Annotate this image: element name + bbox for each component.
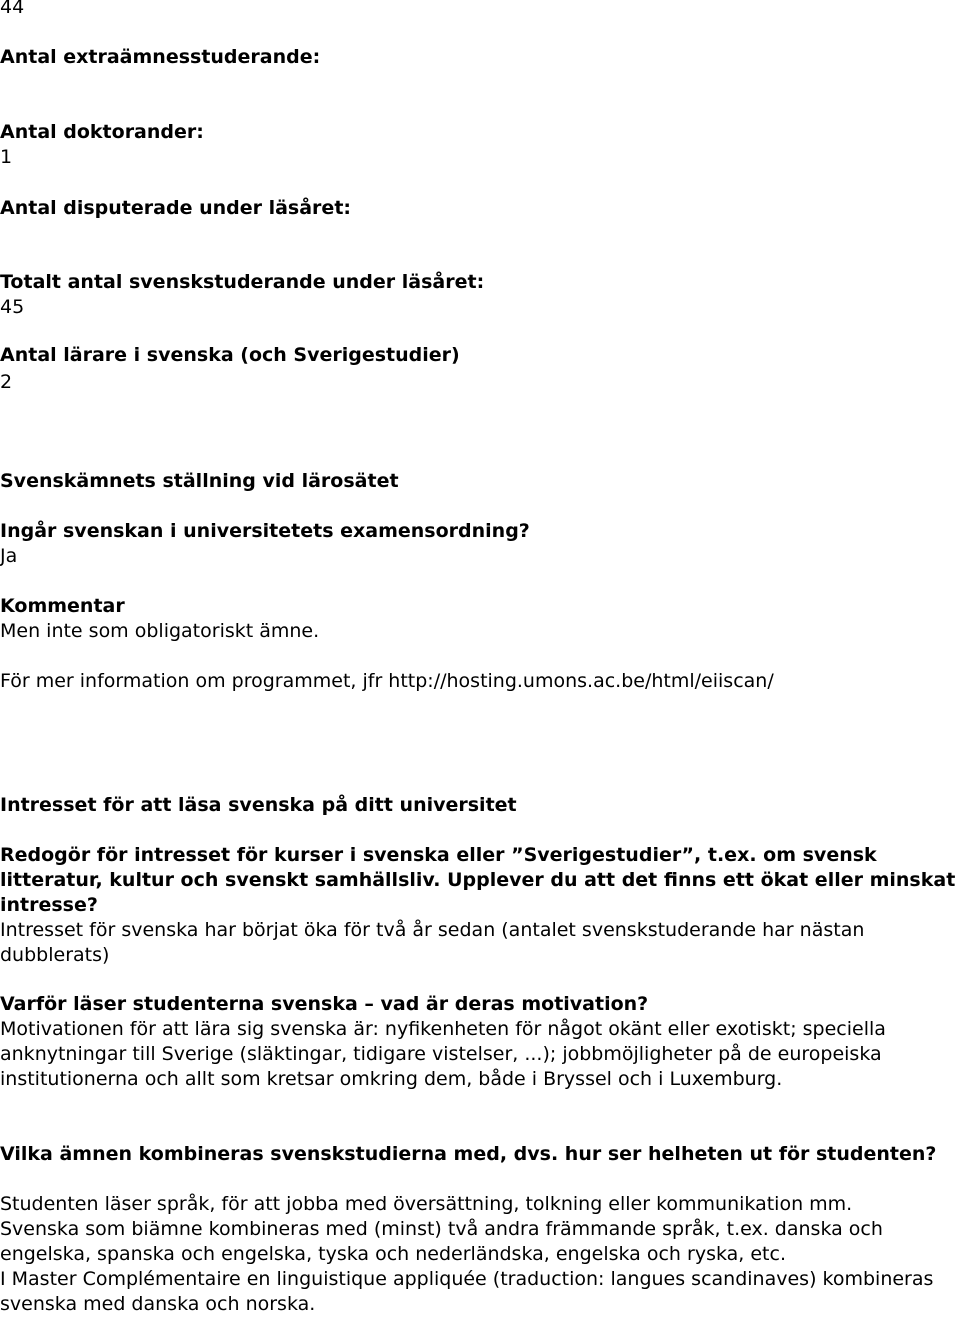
section-title-position: Svenskämnets ställning vid lärosätet bbox=[0, 470, 399, 492]
question-interest: Redogör för intresset för kurser i svenska eller ”Sverigestudier”, t.ex. om svensk litteratur, kultur och svenskt samhällsliv. Upplever du att det finns ett ökat eller minskat intresse? bbox=[0, 844, 956, 916]
top-value: 44 bbox=[0, 0, 25, 18]
field-label-total-students: Totalt antal svenskstuderande under läsåret: bbox=[0, 271, 485, 293]
field-label-teachers: Antal lärare i svenska (och Sverigestudier) bbox=[0, 344, 460, 366]
section-title-interest: Intresset för att läsa svenska på ditt universitet bbox=[0, 794, 517, 816]
field-value-teachers: 2 bbox=[0, 371, 13, 393]
answer-combination-line3: I Master Complémentaire en linguistique appliquée (traduction: langues scandinaves) kombineras svenska med danska och norska. bbox=[0, 1268, 934, 1315]
field-value-doctoral-students: 1 bbox=[0, 146, 13, 168]
info-text: För mer information om programmet, jfr http://hosting.umons.ac.be/html/eiiscan/ bbox=[0, 670, 774, 692]
answer-combination-line2: Svenska som biämne kombineras med (minst) två andra främmande språk, t.ex. danska och engelska, spanska och engelska, tyska och nederländska, engelska och ryska, etc. bbox=[0, 1218, 883, 1265]
question-exam-regulations: Ingår svenskan i universitetets examensordning? bbox=[0, 520, 530, 542]
comment-text: Men inte som obligatoriskt ämne. bbox=[0, 620, 320, 642]
answer-combination-line1: Studenten läser språk, för att jobba med översättning, tolkning eller kommunikation mm. bbox=[0, 1193, 853, 1215]
question-combination: Vilka ämnen kombineras svenskstudierna med, dvs. hur ser helheten ut för studenten? bbox=[0, 1143, 937, 1165]
answer-interest: Intresset för svenska har börjat öka för två år sedan (antalet svenskstuderande har nästan dubblerats) bbox=[0, 919, 865, 966]
field-label-extra-students: Antal extraämnesstuderande: bbox=[0, 46, 321, 68]
question-motivation: Varför läser studenterna svenska – vad är deras motivation? bbox=[0, 993, 649, 1015]
answer-motivation: Motivationen för att lära sig svenska är: nyfikenheten för något okänt eller exotiskt; speciella anknytningar till Sverige (släktingar, tidigare vistelser, ...); jobbmöjligheter på de europeiska institutionerna och allt som kretsar omkring dem, både i Bryssel och i Luxemburg. bbox=[0, 1018, 886, 1090]
field-label-doctoral-students: Antal doktorander: bbox=[0, 121, 204, 143]
answer-exam-regulations: Ja bbox=[0, 545, 18, 567]
field-value-total-students: 45 bbox=[0, 296, 25, 318]
field-label-dissertations: Antal disputerade under läsåret: bbox=[0, 197, 351, 219]
comment-label: Kommentar bbox=[0, 595, 125, 617]
